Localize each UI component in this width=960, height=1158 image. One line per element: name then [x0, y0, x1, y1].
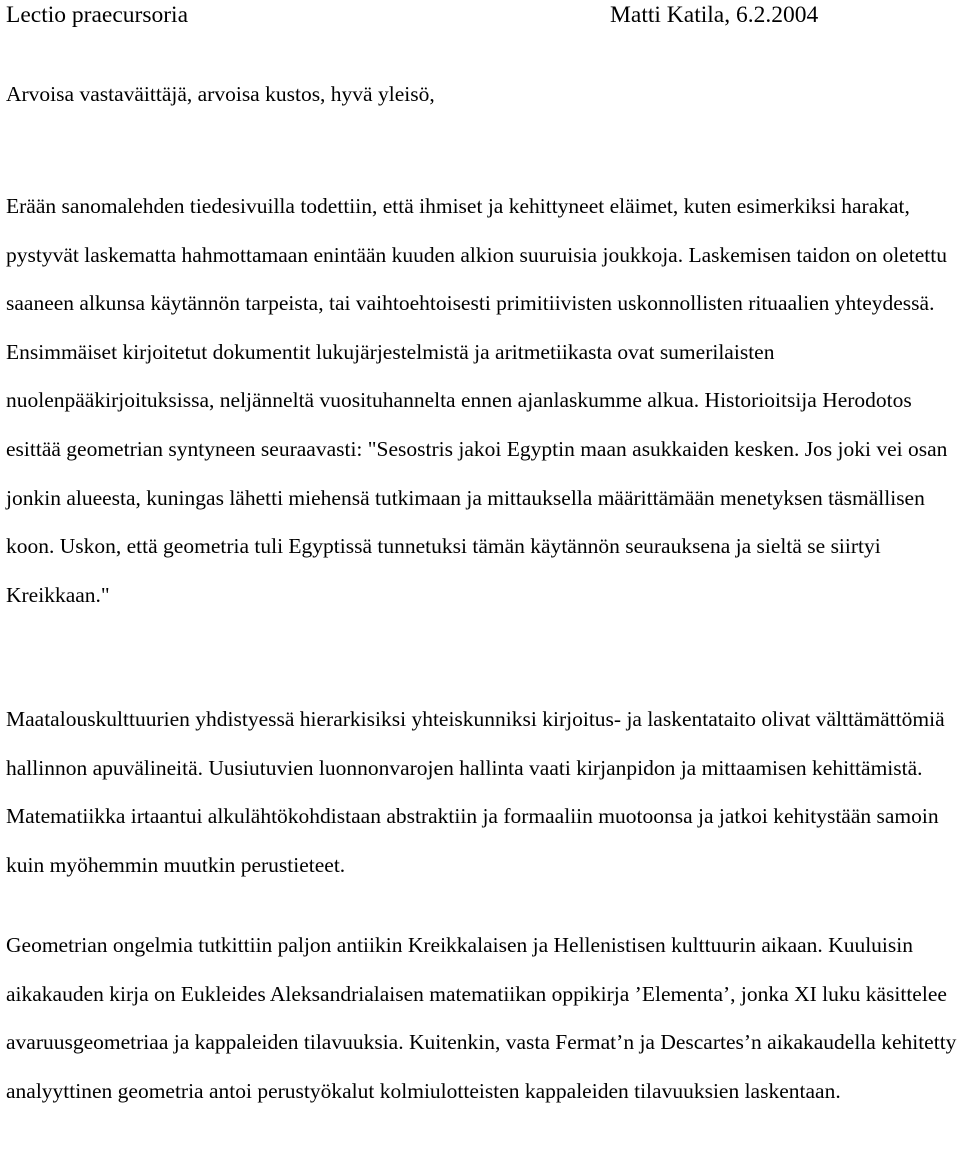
document-title: Lectio praecursoria: [6, 2, 189, 28]
paragraph-1: Erään sanomalehden tiedesivuilla todettiin, että ihmiset ja kehittyneet eläimet, kuten esimerkiksi harakat, pystyvät laskematta hahmottamaan enintään kuuden alkion suuruisia joukkoja. Laskemisen taidon on oletettu saaneen alkunsa käytännön tarpeista, tai vaihtoehtoisesti primitiivisten uskonnollisten rituaalien yhteydessä. Ensimmäiset kirjoitetut dokumentit lukujärjestelmistä ja aritmetiikasta ovat sumerilaisten nuolenpääkirjoituksissa, neljänneltä vuosituhannelta ennen ajanlaskumme alkua. Historioitsija Herodotos esittää geometrian syntyneen seuraavasti: "Sesostris jakoi Egyptin maan asukkaiden kesken. Jos joki vei osan jonkin alueesta, kuningas lähetti miehensä tutkimaan ja mittauksella määrittämään menetyksen täsmällisen koon. Uskon, että geometria tuli Egyptissä tunnetuksi tämän käytännön seurauksena ja sieltä se siirtyi Kreikkaan.": [6, 194, 948, 607]
paragraph-3: Geometrian ongelmia tutkittiin paljon antiikin Kreikkalaisen ja Hellenistisen kulttuurin aikaan. Kuuluisin aikakauden kirja on Eukleides Aleksandrialaisen matematiikan oppikirja ’Elementa’, jonka XI luku käsittelee avaruusgeometriaa ja kappaleiden tilavuuksia. Kuitenkin, vasta Fermat’n ja Descartes’n aikakaudella kehitetty analyyttinen geometria antoi perustyökalut kolmiulotteisten kappaleiden tilavuuksien laskentaan.: [6, 933, 957, 1103]
paragraph-2: Maatalouskulttuurien yhdistyessä hierarkisiksi yhteiskunniksi kirjoitus- ja laskentataito olivat välttämättömiä hallinnon apuvälineitä. Uusiutuvien luonnonvarojen hallinta vaati kirjanpidon ja mittaamisen kehittämistä. Matematiikka irtaantui alkulähtökohdistaan abstraktiin ja formaaliin muotoonsa ja jatkoi kehitystään samoin kuin myöhemmin muutkin perustieteet.: [6, 707, 945, 877]
salutation: Arvoisa vastaväittäjä, arvoisa kustos, hyvä yleisö,: [6, 82, 435, 106]
document-page: [6, 0, 958, 1103]
page-header: [6, 0, 958, 30]
author-date: Matti Katila, 6.2.2004: [610, 2, 819, 28]
